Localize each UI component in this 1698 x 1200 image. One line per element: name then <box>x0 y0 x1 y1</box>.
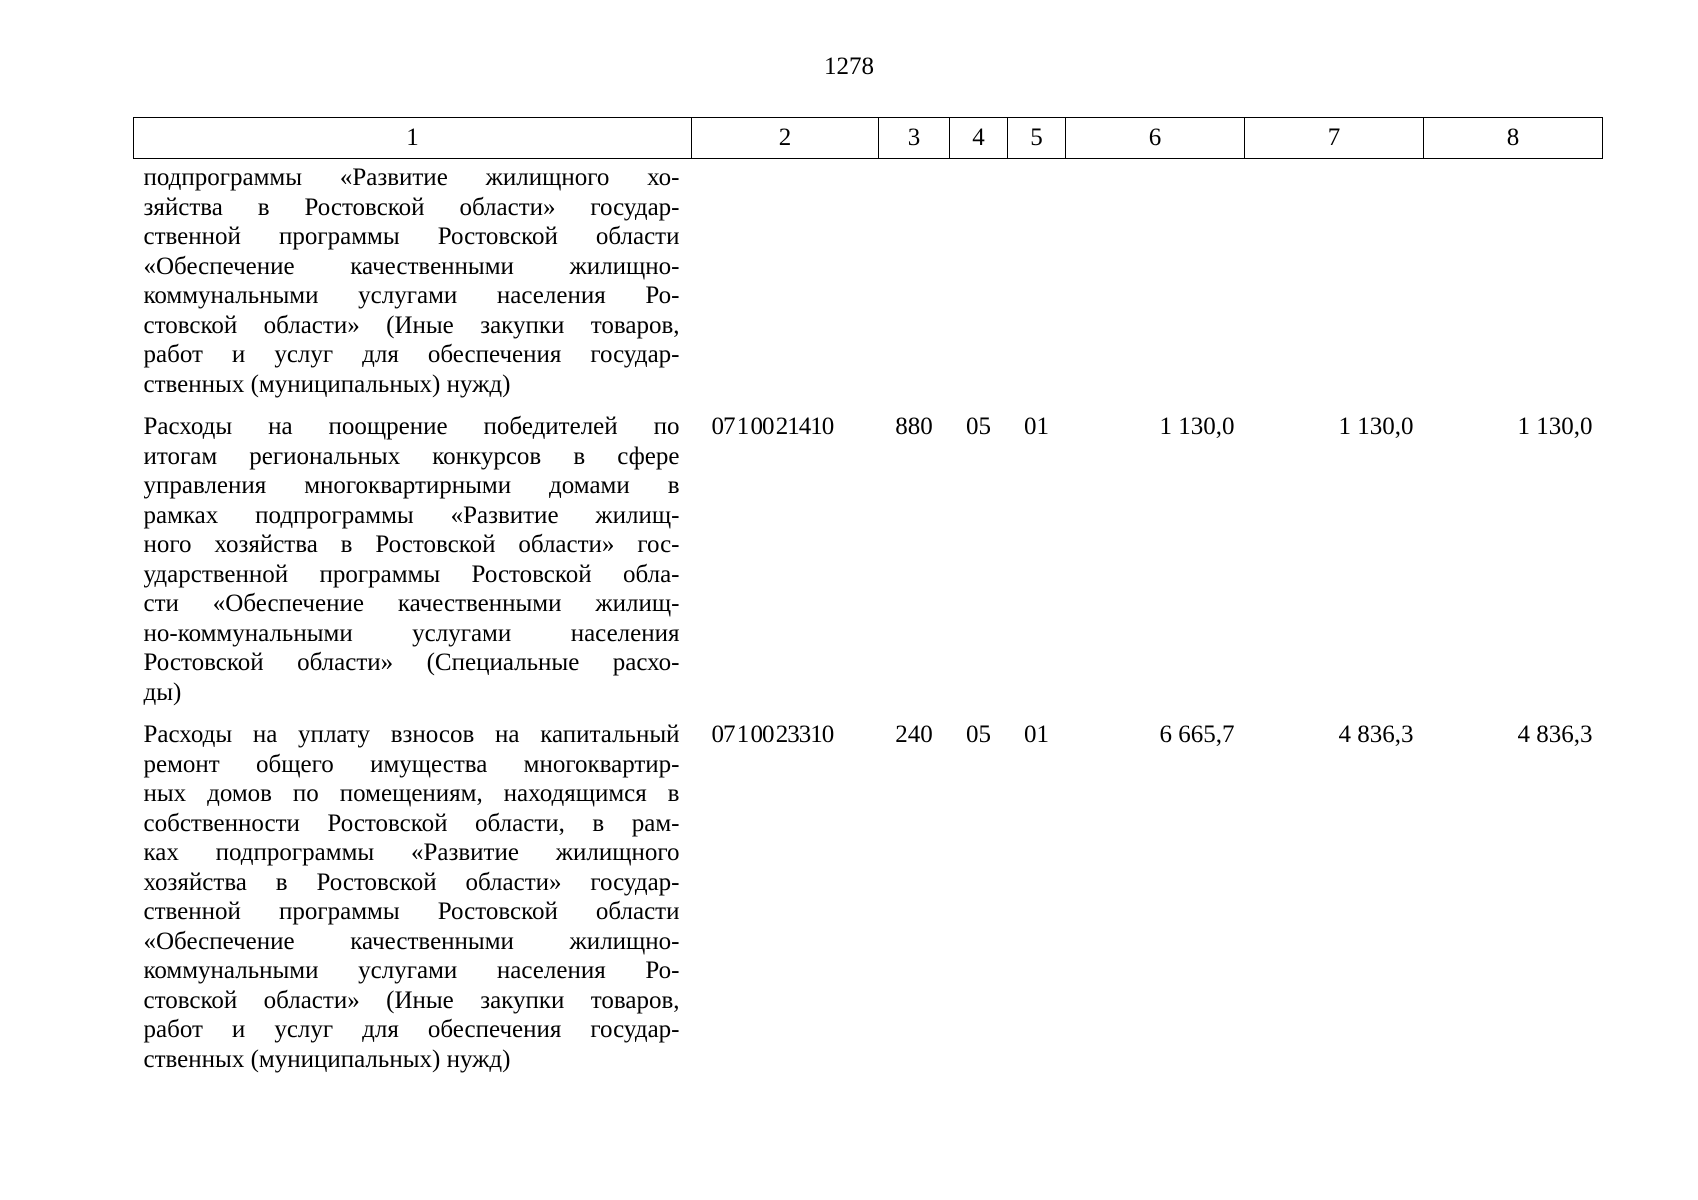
row-amount-col6 <box>1066 159 1245 400</box>
description-line: рамках подпрограммы «Развитие жилищ- <box>143 501 680 529</box>
description-line: Ростовской области» (Специальные расхо- <box>143 649 680 676</box>
description-line: подпрограммы «Развитие жилищного хо- <box>143 164 680 191</box>
description-line: ударственной программы Ростовской обла- <box>143 560 680 588</box>
row-target-code: 07 1 00 23310 <box>711 721 834 748</box>
header-col-6: 6 <box>1066 118 1245 159</box>
row-section: 05 <box>966 413 991 440</box>
header-col-3: 3 <box>879 118 950 159</box>
row-amount-col8: 1 130,0 <box>1517 413 1593 440</box>
description-line: Расходы на уплату взносов на капитальный <box>143 721 680 748</box>
description-line: «Обеспечение качественными жилищно- <box>143 252 680 280</box>
row-amount-col7 <box>1245 159 1424 400</box>
row-expense-type <box>879 159 950 400</box>
description-line: зяйства в Ростовской области» государ- <box>143 193 680 221</box>
row-description <box>134 707 692 1074</box>
description-line: но-коммунальными услугами населения <box>143 619 680 647</box>
description-line: коммунальными услугами населения Ро- <box>143 282 680 309</box>
row-subsection: 01 <box>1024 413 1049 440</box>
row-subsection <box>1008 159 1066 400</box>
row-expense-type: 880 <box>895 413 933 440</box>
header-col-4: 4 <box>950 118 1008 159</box>
description-line: ственной программы Ростовской области <box>143 223 680 250</box>
description-line: стовской области» (Иные закупки товаров, <box>143 986 680 1014</box>
row-section <box>950 159 1008 400</box>
description-line: собственности Ростовской области, в рам- <box>143 809 680 837</box>
row-target-code <box>692 159 879 400</box>
row-section: 05 <box>966 721 991 748</box>
page-number: 1278 <box>824 53 874 80</box>
table-row <box>134 159 1603 400</box>
description-line: ственной программы Ростовской области <box>143 898 680 925</box>
description-line: Расходы на поощрение победителей по <box>143 413 680 440</box>
row-description <box>134 399 692 707</box>
description-line: работ и услуг для обеспечения государ- <box>143 341 680 368</box>
header-col-8: 8 <box>1424 118 1603 159</box>
description-line: ственных (муниципальных) нужд) <box>143 1045 511 1073</box>
description-line: ного хозяйства в Ростовской области» гос- <box>143 531 680 558</box>
description-line: коммунальными услугами населения Ро- <box>143 957 680 984</box>
description-line: ды) <box>143 678 182 706</box>
header-col-2: 2 <box>692 118 879 159</box>
description-line: итогам региональных конкурсов в сфере <box>143 442 680 470</box>
row-amount-col6: 1 130,0 <box>1159 413 1235 440</box>
row-amount-col6: 6 665,7 <box>1159 721 1235 748</box>
header-col-5: 5 <box>1008 118 1066 159</box>
row-subsection: 01 <box>1024 721 1049 748</box>
description-line: ремонт общего имущества многоквартир- <box>143 750 680 778</box>
description-line: ственных (муниципальных) нужд) <box>143 370 511 398</box>
row-amount-col7: 1 130,0 <box>1338 413 1414 440</box>
budget-table <box>133 117 1603 1074</box>
description-line: стовской области» (Иные закупки товаров, <box>143 311 680 339</box>
table-header-row <box>134 118 1603 159</box>
row-description <box>134 159 692 400</box>
table-row <box>134 399 1603 707</box>
row-expense-type: 240 <box>895 721 933 748</box>
row-target-code: 07 1 00 21410 <box>711 413 834 440</box>
row-amount-col8 <box>1424 159 1603 400</box>
row-amount-col7: 4 836,3 <box>1338 721 1414 748</box>
description-line: ках подпрограммы «Развитие жилищного <box>143 839 680 866</box>
description-line: хозяйства в Ростовской области» государ- <box>143 868 680 896</box>
description-line: ных домов по помещениям, находящимся в <box>143 780 680 807</box>
description-line: сти «Обеспечение качественными жилищ- <box>143 590 680 617</box>
header-col-1: 1 <box>134 118 692 159</box>
header-col-7: 7 <box>1245 118 1424 159</box>
table-row <box>134 707 1603 1074</box>
description-line: управления многоквартирными домами в <box>143 472 680 499</box>
row-amount-col8: 4 836,3 <box>1517 721 1593 748</box>
description-line: работ и услуг для обеспечения государ- <box>143 1016 680 1043</box>
description-line: «Обеспечение качественными жилищно- <box>143 927 680 955</box>
